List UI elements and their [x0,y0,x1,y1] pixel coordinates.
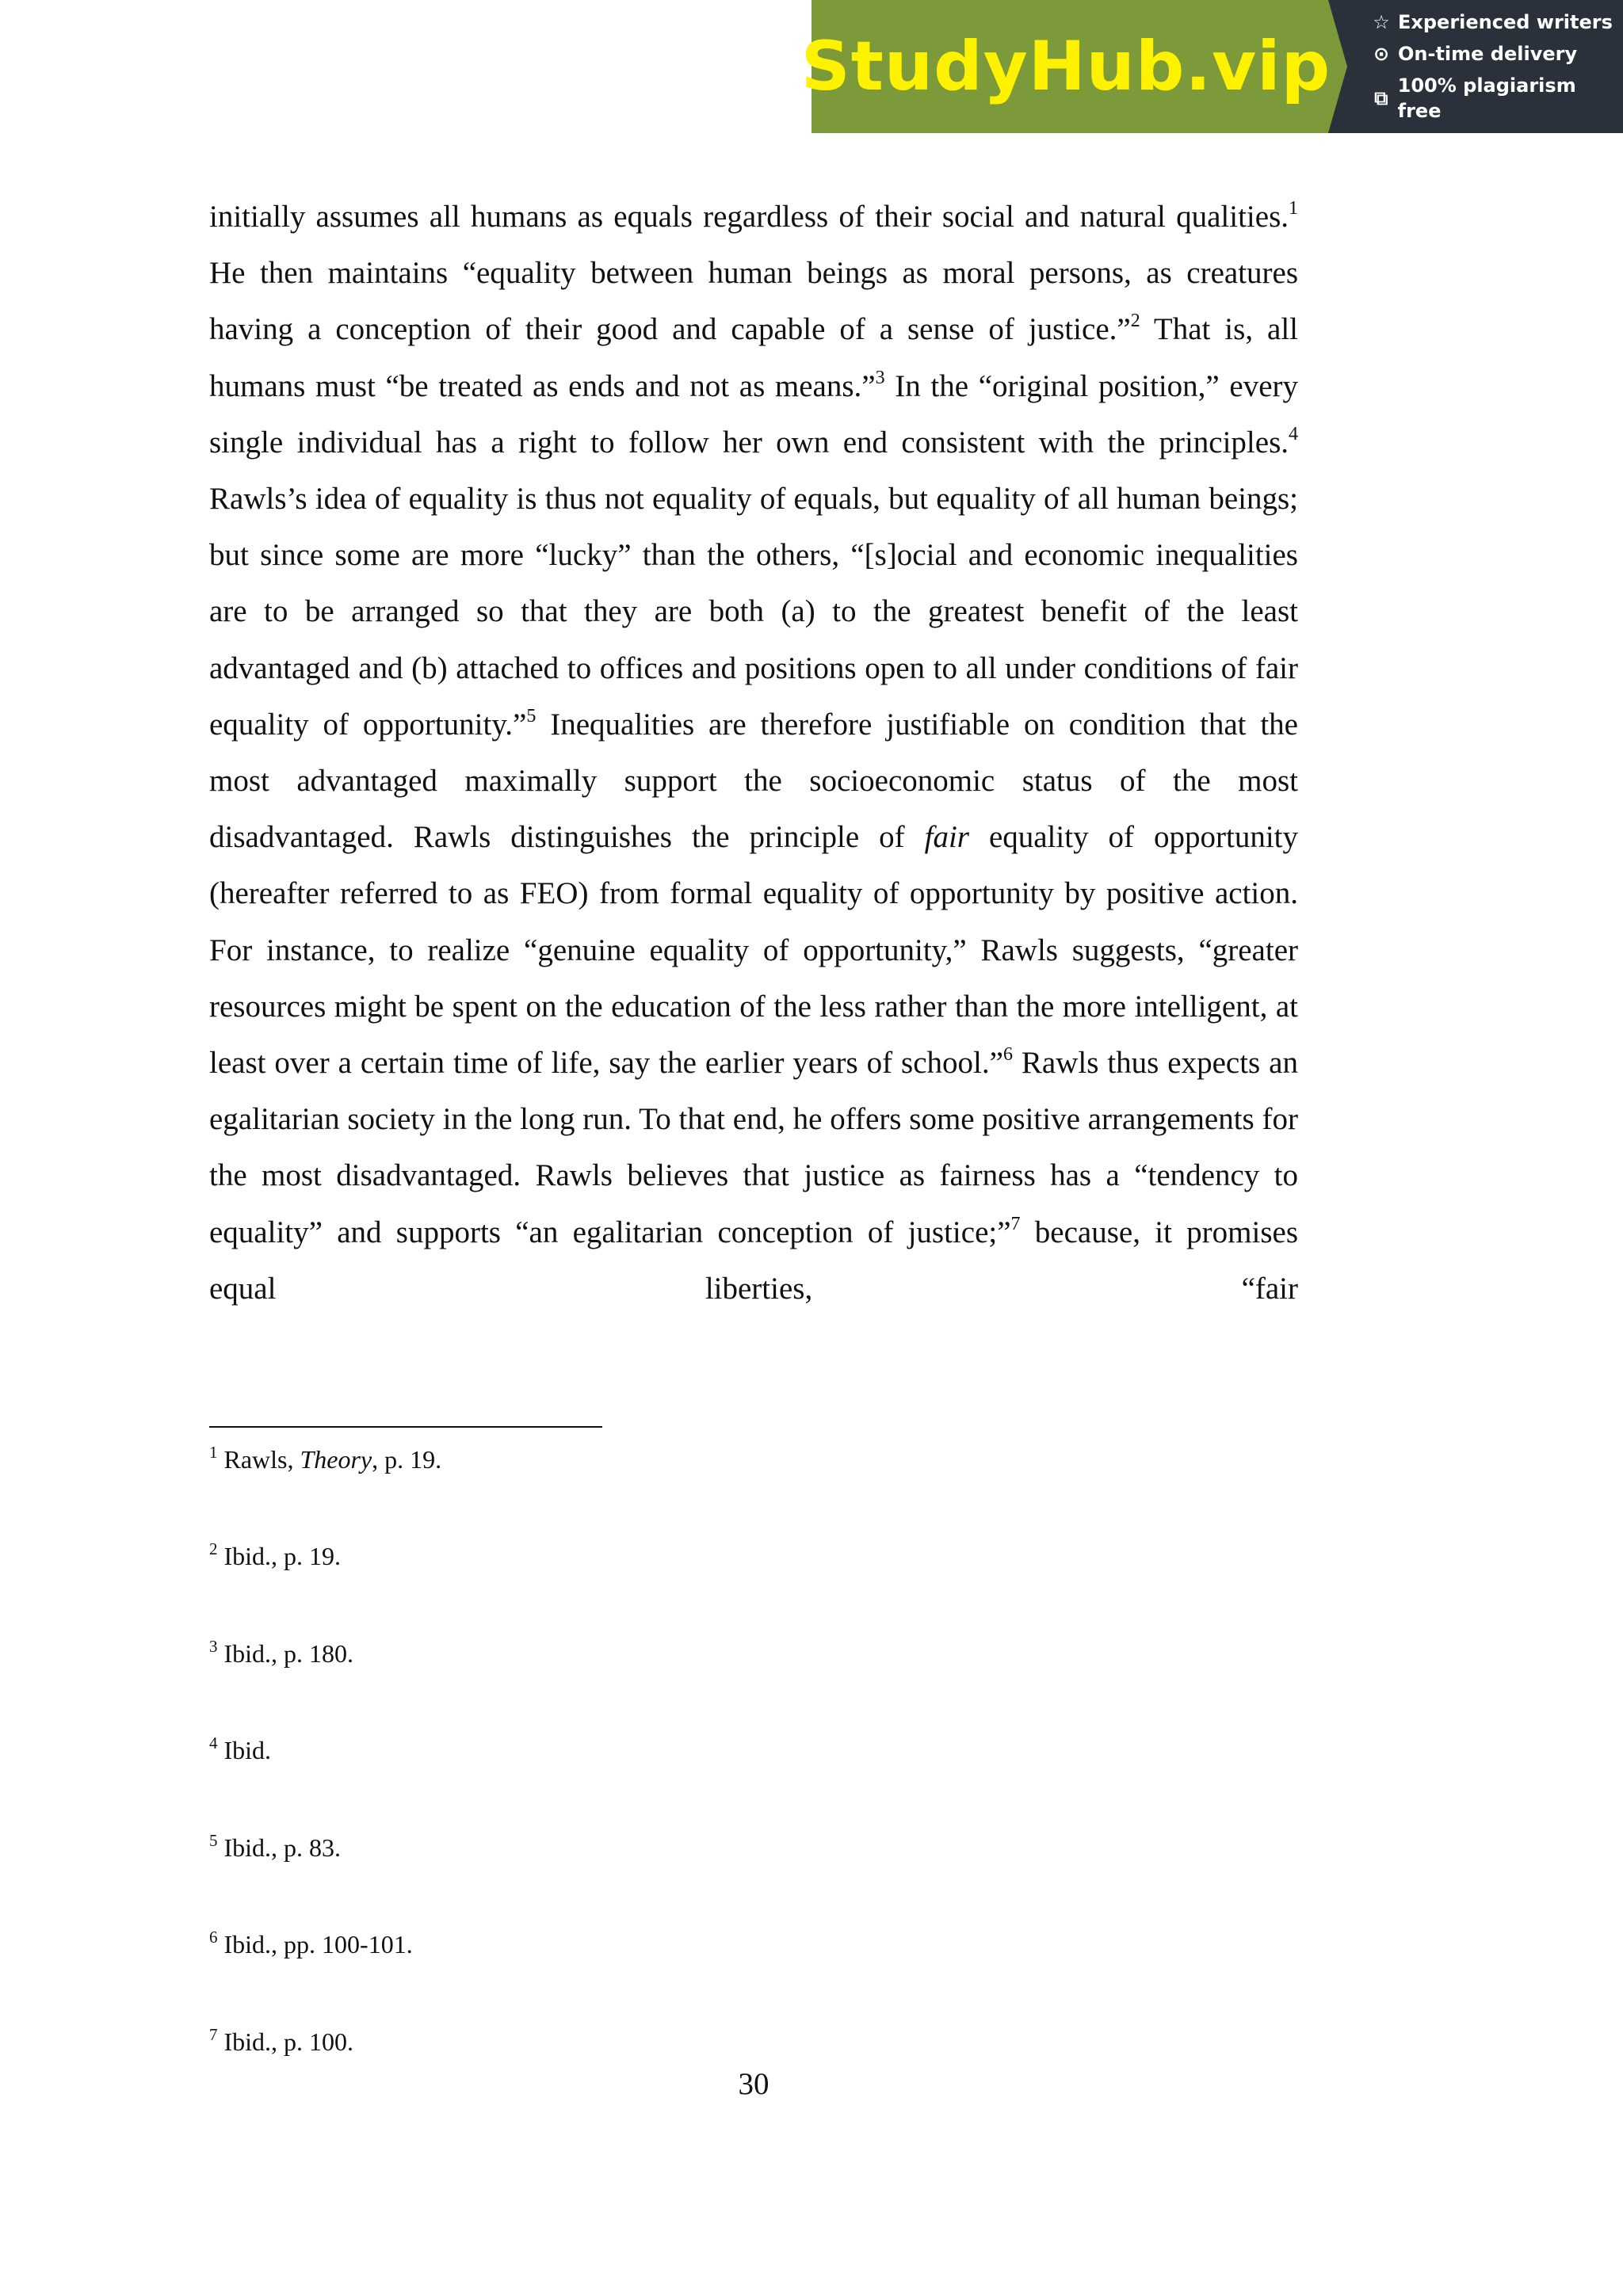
footnote-text: Ibid., pp. 100-101. [223,1930,413,1958]
feature-label: Experienced writers [1398,11,1613,33]
footnote-text: Ibid., p. 180. [223,1639,354,1668]
banner-features [1328,0,1623,133]
footnote-ref[interactable]: 7 [1010,1213,1021,1234]
feature-label: 100% plagiarism free [1397,74,1576,122]
studyhub-banner[interactable] [800,0,1623,133]
footnote-text: , p. 19. [372,1445,442,1474]
footnote-text: Rawls, [223,1445,300,1474]
body-text: Rawls thus expects an egalitarian society in the long run. To that end, he offers some positive arrangements for the most disadvantaged. Rawls believes that justice as fairness has a “tendency to equality” and supports “an egalitarian conception of justice;” [209,1046,1298,1249]
footnote-ref[interactable]: 5 [526,705,537,727]
footnote-number: 1 [209,1443,218,1462]
footnote-6 [209,1928,413,1960]
studyhub-logo[interactable] [800,0,1331,133]
footnote-emphasis: Theory [300,1445,372,1474]
footnote-7 [209,2026,353,2058]
feature-on-time-delivery [1371,41,1623,67]
logo-text: StudyHub.vip [800,27,1331,106]
footnote-number: 5 [209,1831,218,1850]
footnote-5 [209,1832,341,1863]
footnote-text: Ibid., p. 83. [223,1833,342,1862]
emphasis-text: fair [924,820,969,855]
footnote-number: 7 [209,2025,218,2044]
footnote-ref[interactable]: 2 [1130,311,1140,332]
footnote-ref[interactable]: 4 [1289,423,1298,444]
body-text: equality of opportunity (hereafter referred to as FEO) from formal equality of opportunity by positive action. For instance, to realize “genuine equality of opportunity,” Rawls suggests, “greater resources might be spent on the education of the less rather than the more intelligent, at least over a certain time of life, say the earlier years of school.” [209,820,1298,1081]
footnote-number: 2 [209,1539,218,1558]
body-text: Inequalities are therefore justifiable on condition that the most advantaged maximally support the socioeconomic status of the most disadvantaged. Rawls distinguishes the principle of [209,707,1298,855]
footnote-text: Ibid., p. 100. [223,2027,354,2056]
body-paragraph [209,189,1298,1317]
footnote-3 [209,1638,353,1669]
document-check-icon: ⧉ [1374,87,1388,109]
footnote-number: 3 [209,1637,218,1656]
footnote-4 [209,1734,271,1766]
body-text: That is, all humans must “be treated as ends and not as means.” [209,312,1298,403]
feature-plagiarism-free [1371,73,1623,124]
footnote-number: 6 [209,1928,218,1947]
footnote-1 [209,1444,441,1475]
body-text: because, it promises equal liberties, “fair [209,1215,1298,1306]
footnote-number: 4 [209,1733,218,1753]
page-number: 30 [738,2067,769,2101]
body-text: Rawls’s idea of equality is thus not equality of equals, but equality of all human beings; but since some are more “lucky” than the others, “[s]ocial and economic inequalities are to be arranged so that they are both (a) to the greatest benefit of the least advantaged and (b) attached to offices and positions open to all under conditions of fair equality of opportunity.” [209,482,1298,742]
footnote-separator [209,1426,602,1428]
body-text: In the “original position,” every single individual has a right to follow her own end consistent with the principles. [209,368,1298,460]
footnote-ref[interactable]: 3 [875,367,885,388]
footnote-text: Ibid. [223,1736,272,1764]
footnote-ref[interactable]: 6 [1002,1044,1013,1066]
footnote-ref[interactable]: 1 [1289,198,1298,219]
feature-label: On-time delivery [1398,43,1578,65]
footnote-2 [209,1540,341,1572]
footnote-text: Ibid., p. 19. [223,1542,342,1570]
star-icon: ☆ [1373,11,1390,33]
feature-experienced-writers [1371,10,1623,35]
clock-icon: ⊙ [1373,43,1390,65]
body-text: initially assumes all humans as equals regardless of their social and natural qualities. [209,200,1289,234]
body-text: He then maintains “equality between human beings as moral persons, as creatures having a conception of their good and capable of a sense of justice.” [209,256,1298,347]
